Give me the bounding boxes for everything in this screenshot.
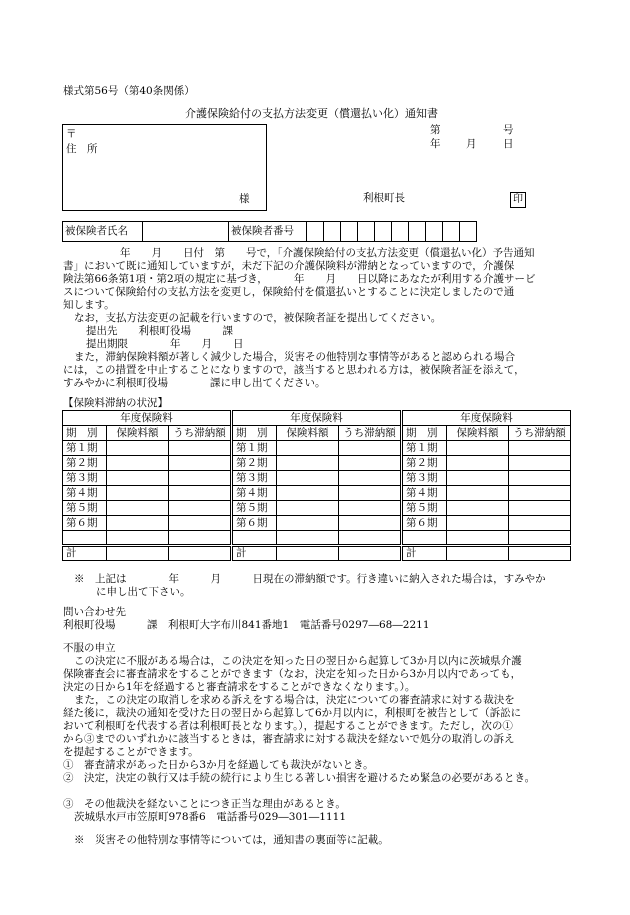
footer-note: ※ 災害その他特別な事情等については，通知書の裏面等に記載。 — [74, 834, 389, 846]
body-p1-line2: 書」において既に通知していますが，未だ下記の介護保険料が滞納となっていますので，介護保 — [63, 260, 515, 272]
body-p3-line2: には，この措置を中止することになりますので，該当すると思われる方は，被保険者証を添えて， — [63, 364, 525, 376]
contact-heading: 問い合わせ先 — [63, 606, 126, 618]
contact-line: 利根町役場 課 利根町大字布川841番地1 電話番号0297―68―2211 — [63, 619, 430, 631]
appeal-line3: 決定の日から1年を経過すると審査請求をすることができなくなります。）。 — [63, 681, 416, 693]
arrears-note-line1: ※ 上記は 年 月 日現在の滞納額です。行き違いに納入された場合は，すみやか — [74, 573, 546, 585]
date-day: 日 — [503, 138, 514, 150]
appeal-heading: 不服の申立 — [63, 642, 116, 654]
body-p3-line3: すみやかに利根町役場 課に申し出てください。 — [63, 377, 326, 389]
doc-number-dai: 第 — [430, 124, 441, 136]
body-p2: なお，支払方法変更の記載を行いますので，被保険者証を提出してください。 — [74, 312, 442, 324]
postal-mark: 〒 — [66, 128, 77, 140]
body-p1-line1: 年 月 日付 第 号で，「介護保険給付の支払方法変更（償還払い化）予告通知 — [120, 247, 535, 259]
insured-info-table — [62, 221, 477, 242]
appeal-line8: を提起することができます。 — [63, 746, 199, 758]
appeal-line7: から③までのいずれかに該当するときは，審査請求に対する裁決を経ないで処分の取消しの訴え — [63, 733, 515, 745]
date-year: 年 — [430, 138, 441, 150]
date-month: 月 — [466, 138, 477, 150]
arrears-heading: 【保険料滞納の状況】 — [63, 397, 168, 409]
submit-deadline: 提出期限 年 月 日 — [86, 338, 244, 350]
insured-name-value — [143, 222, 229, 242]
insured-name-label: 被保険者氏名 — [63, 222, 143, 242]
body-p1-line4: スについて保険給付の支払方法を変更し，保険給付を償還払いとすることに決定しましたので通 — [63, 286, 515, 298]
submit-to: 提出先 利根町役場 課 — [86, 325, 233, 337]
address-label: 住 所 — [66, 143, 98, 155]
appeal-item1: ① 審査請求があった日から3か月を経過しても裁決がないとき。 — [63, 759, 374, 771]
appeal-item3: ③ その他裁決を経ないことにつき正当な理由があるとき。 — [63, 798, 346, 810]
seal-mark: 印 — [510, 192, 526, 208]
arrears-table-3: 年度保険料 期 別 保険料額 うち滞納額 第１期 第２期 第３期 第４期 第５期 第６期 計 — [402, 410, 571, 561]
body-p1-line3: 険法第66条第1項・第2項の規定に基づき， 年 月 日以降にあなたが利用する介護サービ — [63, 273, 536, 285]
body-p3-line1: また，滞納保険料額が著しく減少した場合，災害その他特別な事情等があると認められる場合 — [74, 351, 515, 363]
appeal-line4: また，この決定の取消しを求める訴えをする場合は，決定についての審査請求に対する裁決を — [74, 694, 515, 706]
appeal-line1: この決定に不服がある場合は，この決定を知った日の翌日から起算して3か月以内に茨城県介護 — [74, 655, 522, 667]
arrears-table-2: 年度保険料 期 別 保険料額 うち滞納額 第１期 第２期 第３期 第４期 第５期 第６期 計 — [232, 410, 401, 561]
document-title: 介護保険給付の支払方法変更（償還払い化）通知書 — [185, 107, 438, 120]
mayor-name: 利根町長 — [363, 192, 405, 204]
address-box — [62, 124, 267, 211]
form-number: 様式第56号（第40条関係） — [63, 85, 195, 97]
appeal-line2: 保険審査会に審査請求をすることができます（なお，決定を知った日から3か月以内であっても， — [63, 668, 522, 680]
appeal-line6: おいて利根町を代表する者は利根町長となります。），提起することができます。ただし，次の① — [63, 720, 513, 732]
appeal-line5: 経た後に，裁決の通知を受けた日の翌日から起算して6か月以内に，利根町を被告として（訴訟に — [63, 707, 522, 719]
arrears-table-1: 年度保険料 期 別 保険料額 うち滞納額 第１期 第２期 第３期 第４期 第５期 第６期 計 — [62, 410, 231, 561]
body-p1-line5: 知します。 — [63, 299, 115, 311]
appeal-office: 茨城県水戸市笠原町978番6 電話番号029―301―1111 — [74, 811, 347, 823]
insured-number-label: 被保険者番号 — [229, 222, 307, 242]
honorific: 様 — [239, 193, 250, 205]
arrears-note-line2: に申し出て下さい。 — [96, 586, 191, 598]
doc-number-go: 号 — [503, 124, 514, 136]
appeal-item2: ② 決定，決定の執行又は手続の続行により生じる著しい損害を避けるため緊急の必要があるとき。 — [63, 772, 536, 784]
